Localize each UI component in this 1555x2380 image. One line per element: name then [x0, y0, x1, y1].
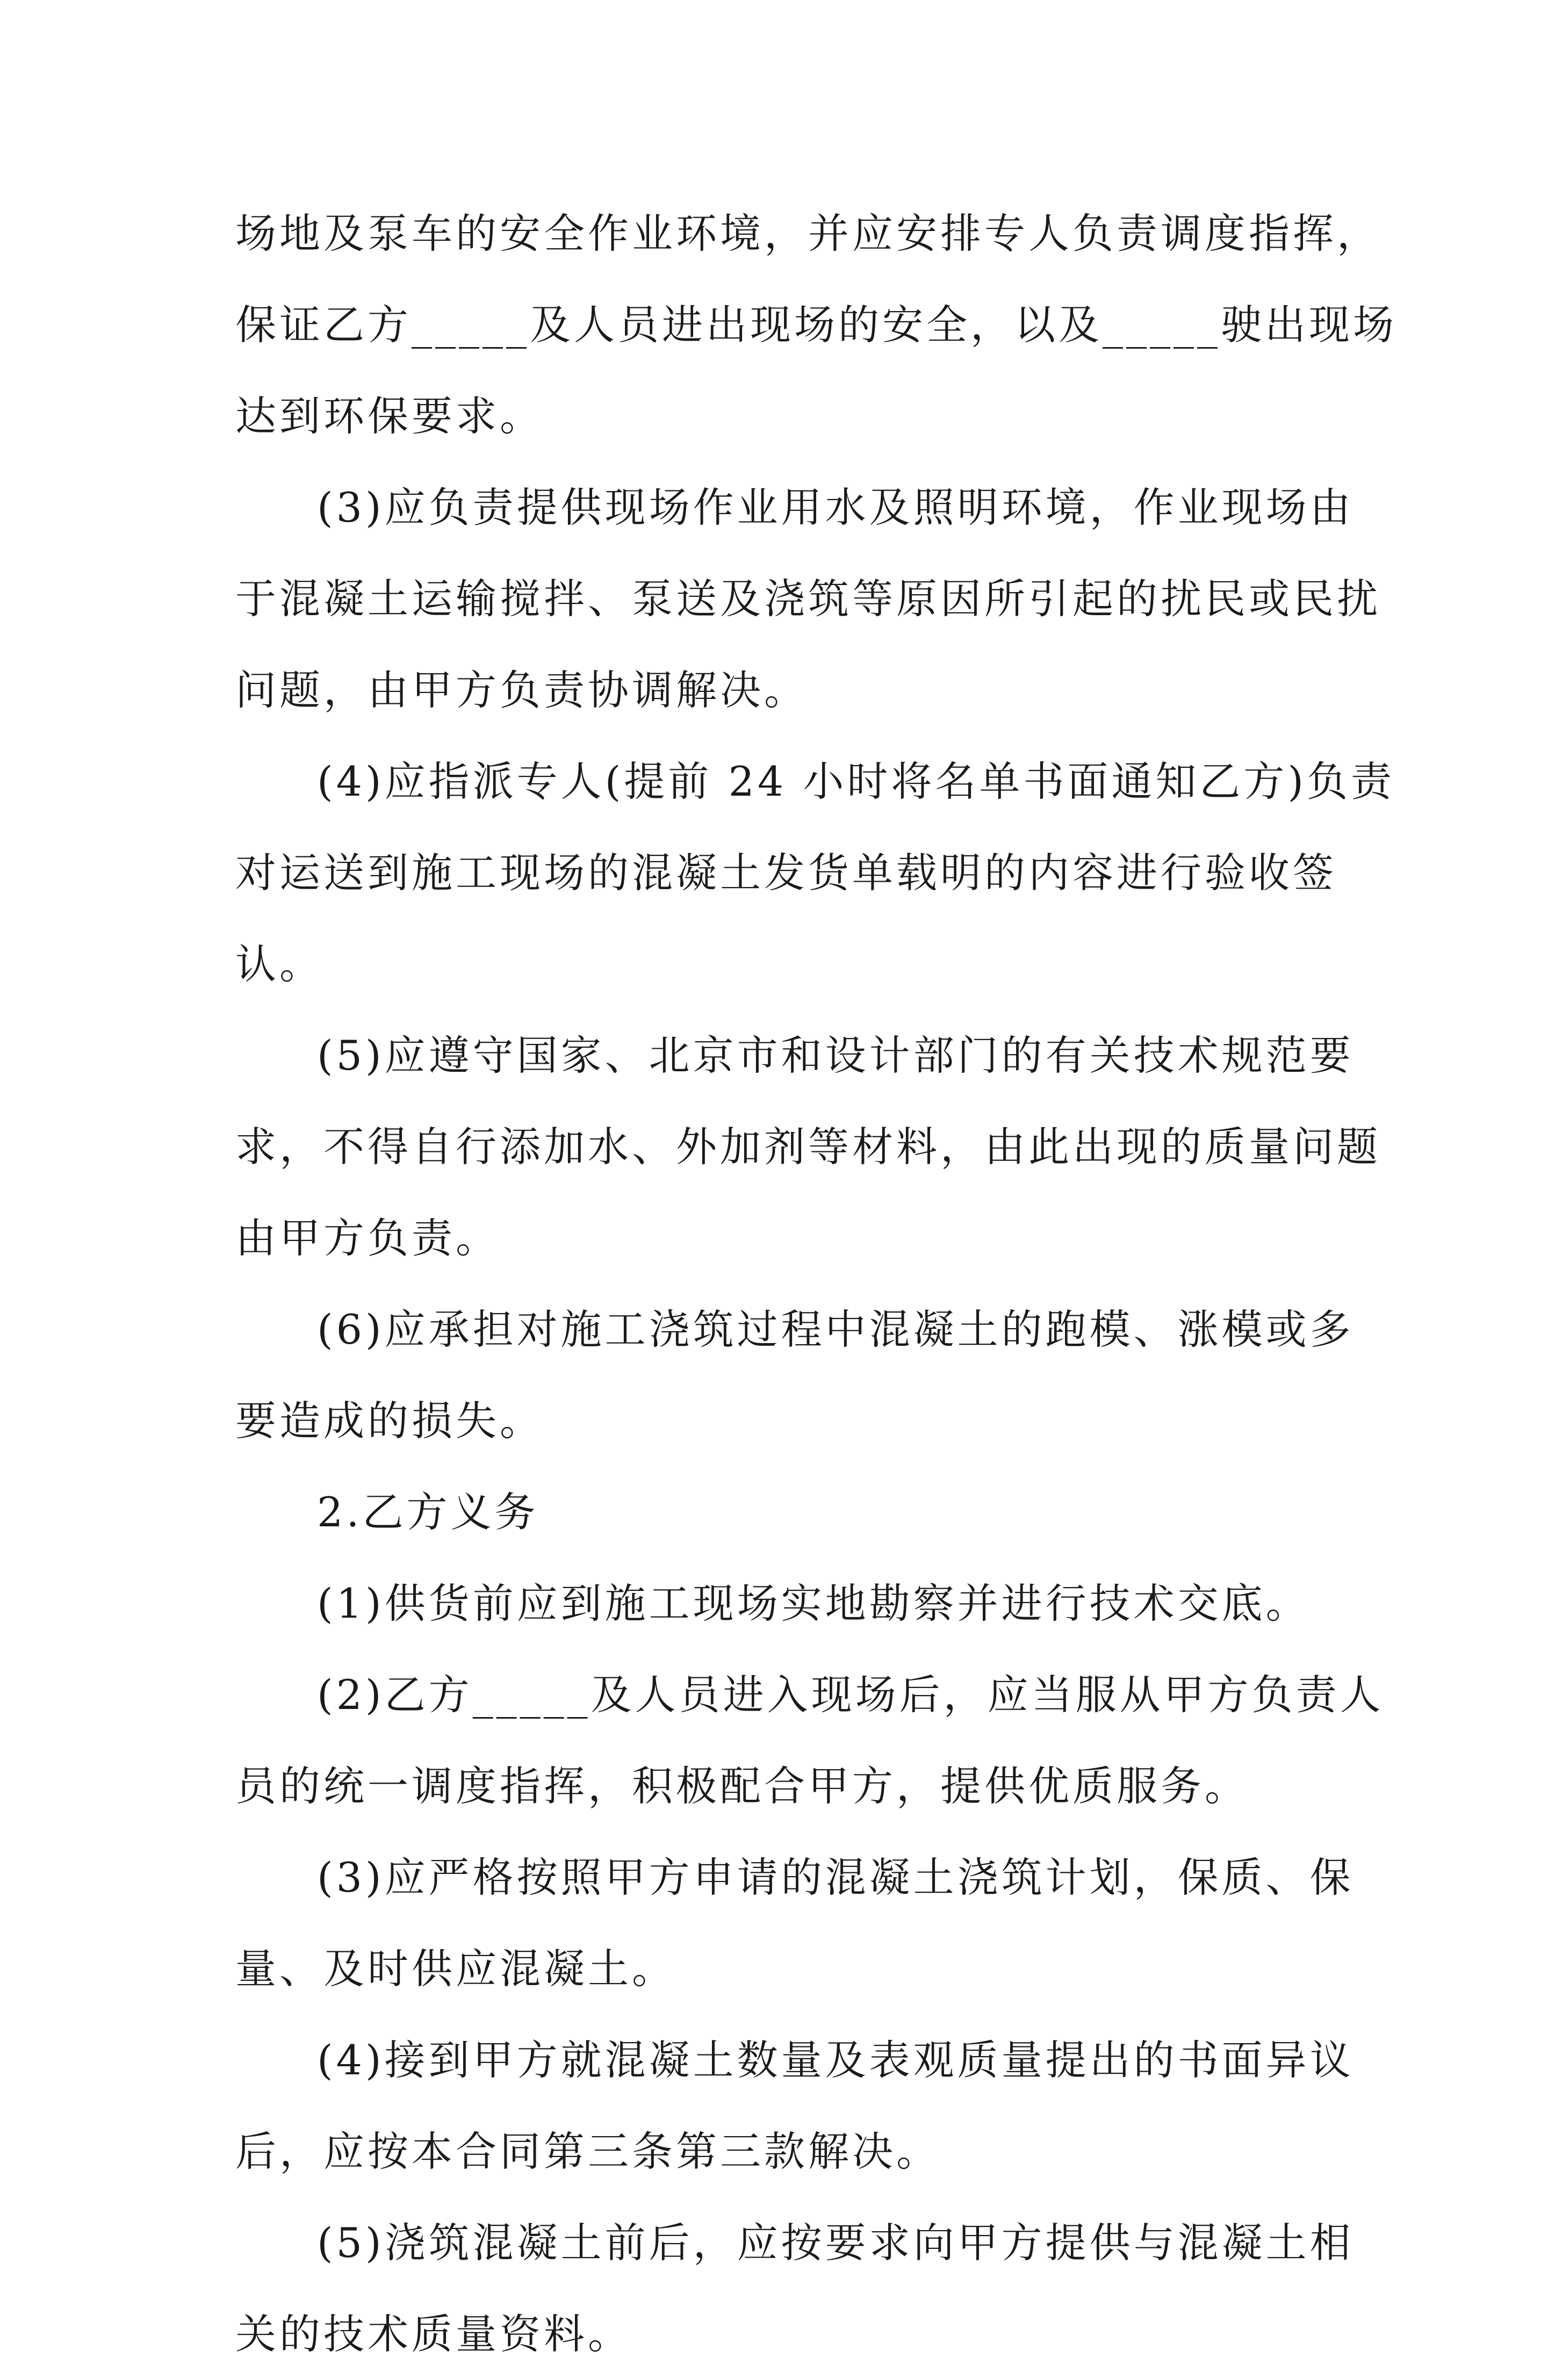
text-line: 2.乙方义务 [317, 1488, 539, 1536]
text-line: 关的技术质量资料。 [235, 2310, 632, 2358]
text-line: (3)应严格按照甲方申请的混凝土浇筑计划，保质、保 [317, 1853, 1354, 1901]
text-line: 后，应按本合同第三条第三款解决。 [235, 2127, 940, 2175]
text-line: (4)应指派专人(提前 24 小时将名单书面通知乙方)负责 [317, 758, 1395, 805]
text-line: 于混凝土运输搅拌、泵送及浇筑等原因所引起的扰民或民扰 [235, 575, 1381, 623]
paragraph [235, 462, 1381, 736]
paragraph [235, 2015, 1354, 2197]
paragraph [235, 736, 1395, 1010]
text-line: (5)应遵守国家、北京市和设计部门的有关技术规范要 [317, 1032, 1354, 1079]
text-line: (2)乙方_____及人员进入现场后，应当服从甲方负责人 [317, 1671, 1384, 1719]
text-line: 由甲方负责。 [235, 1214, 500, 1262]
text-line: (6)应承担对施工浇筑过程中混凝土的跑模、涨模或多 [317, 1306, 1354, 1353]
text-line: 认。 [235, 940, 323, 988]
paragraph [235, 1010, 1381, 1284]
text-line: (1)供货前应到施工现场实地勘察并进行技术交底。 [317, 1580, 1310, 1627]
paragraph [235, 1832, 1354, 2015]
text-line: 员的统一调度指挥，积极配合甲方，提供优质服务。 [235, 1762, 1249, 1810]
paragraph [235, 2197, 1354, 2380]
paragraph [235, 1649, 1384, 1832]
text-line: (5)浇筑混凝土前后，应按要求向甲方提供与混凝土相 [317, 2219, 1354, 2267]
paragraph [235, 1558, 1342, 1649]
text-line: (4)接到甲方就混凝土数量及表观质量提出的书面异议 [317, 2036, 1354, 2084]
text-line: 对运送到施工现场的混凝土发货单载明的内容进行验收签 [235, 849, 1337, 897]
text-line: 量、及时供应混凝土。 [235, 1945, 676, 1993]
text-line: 保证乙方_____及人员进出现场的安全，以及_____驶出现场 [235, 301, 1397, 349]
document-body [235, 188, 1397, 2380]
paragraph [235, 1284, 1354, 1467]
text-line: 场地及泵车的安全作业环境，并应安排专人负责调度指挥， [235, 210, 1381, 257]
section-heading [235, 1467, 1342, 1558]
text-line: 要造成的损失。 [235, 1397, 544, 1445]
text-line: 求，不得自行添加水、外加剂等材料，由此出现的质量问题 [235, 1123, 1381, 1171]
text-line: 问题，由甲方负责协调解决。 [235, 666, 808, 714]
text-line: (3)应负责提供现场作业用水及照明环境，作业现场由 [317, 484, 1354, 531]
paragraph [235, 188, 1397, 462]
text-line: 达到环保要求。 [235, 392, 544, 440]
